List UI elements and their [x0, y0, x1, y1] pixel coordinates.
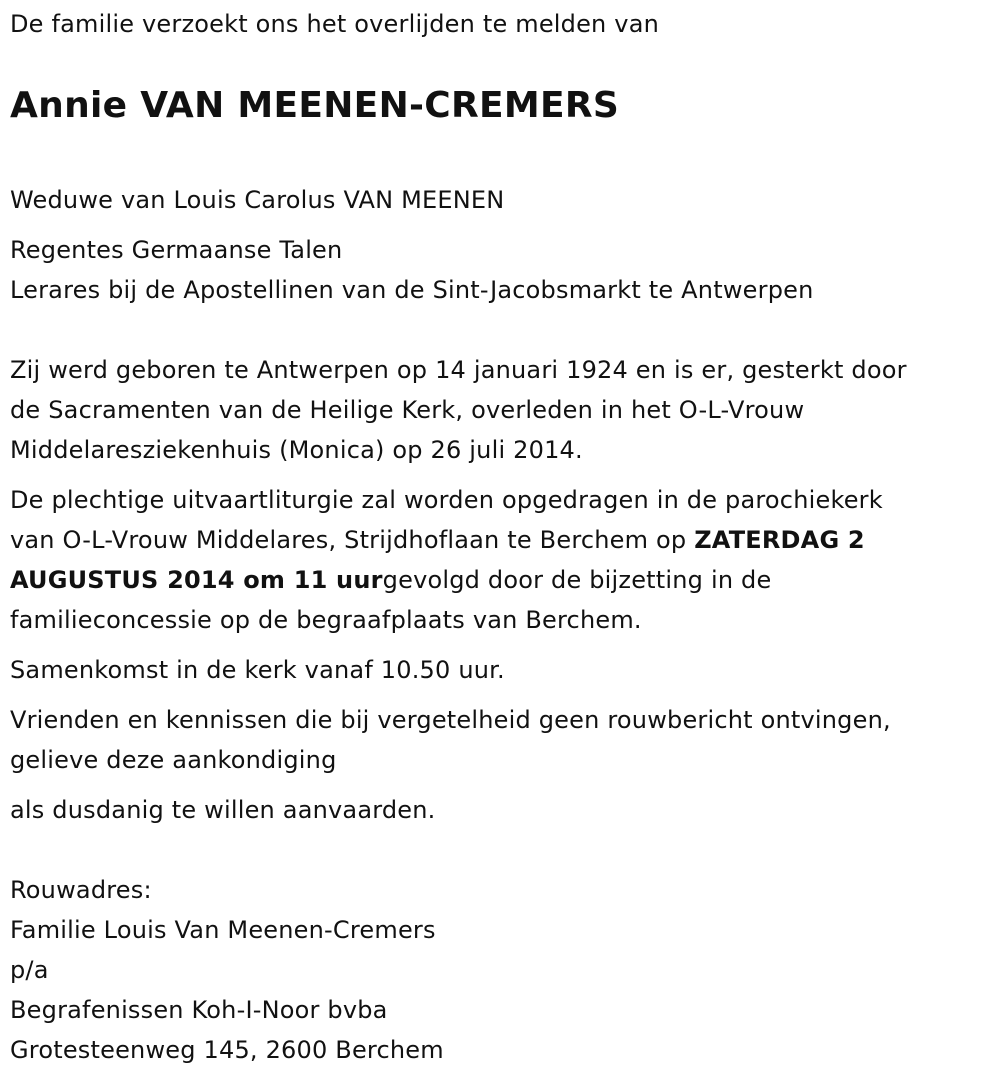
title-line-2: Lerares bij de Apostellinen van de Sint-Jacobsmarkt te Antwerpen — [10, 276, 814, 304]
title-line-1: Regentes Germaanse Talen — [10, 236, 343, 264]
funeral-date-part-1: ZATERDAG 2 — [694, 526, 865, 554]
funeral-date-part-2: AUGUSTUS 2014 om 11 uur — [10, 566, 383, 594]
address-street: Grotesteenweg 145, 2600 Berchem — [10, 1036, 444, 1064]
widow-text: Weduwe van Louis Carolus VAN MEENEN — [10, 186, 505, 214]
accept-text: als dusdanig te willen aanvaarden. — [10, 796, 436, 824]
funeral-line-2 — [10, 520, 1000, 560]
intro-text: De familie verzoekt ons het overlijden te melden van — [10, 10, 660, 38]
obituary-notice — [0, 4, 1000, 1080]
gathering-text: Samenkomst in de kerk vanaf 10.50 uur. — [10, 656, 505, 684]
address-family: Familie Louis Van Meenen-Cremers — [10, 916, 436, 944]
friends-line-2: gelieve deze aankondiging — [10, 746, 337, 774]
friends-line-1: Vrienden en kennissen die bij vergetelheid geen rouwbericht ontvingen, — [10, 706, 891, 734]
funeral-line-1: De plechtige uitvaartliturgie zal worden opgedragen in de parochiekerk — [10, 486, 883, 514]
born-line-2: de Sacramenten van de Heilige Kerk, overleden in het O-L-Vrouw — [10, 396, 805, 424]
address-po: p/a — [10, 956, 49, 984]
funeral-line-2-text: van O-L-Vrouw Middelares, Strijdhoflaan te Berchem op — [10, 526, 695, 554]
funeral-line-3 — [10, 560, 1000, 600]
born-line-1: Zij werd geboren te Antwerpen op 14 januari 1924 en is er, gesterkt door — [10, 356, 907, 384]
born-line-3: Middelaresziekenhuis (Monica) op 26 juli 2014. — [10, 436, 583, 464]
address-company: Begrafenissen Koh-I-Noor bvba — [10, 996, 388, 1024]
funeral-line-4: familieconcessie op de begraafplaats van Berchem. — [10, 606, 642, 634]
funeral-line-3-text: gevolgd door de bijzetting in de — [382, 566, 772, 594]
deceased-name: Annie VAN MEENEN-CREMERS — [10, 85, 620, 126]
address-label: Rouwadres: — [10, 876, 152, 904]
